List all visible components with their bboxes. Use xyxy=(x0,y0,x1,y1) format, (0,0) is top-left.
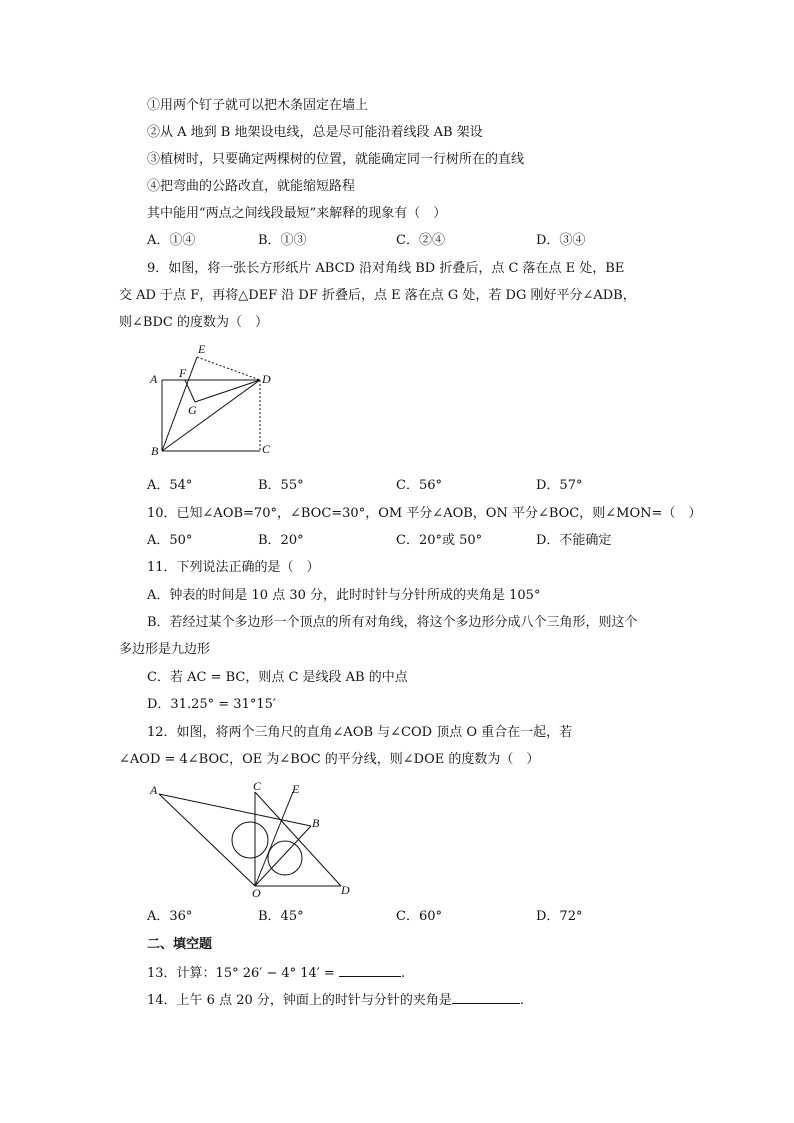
q9-stem-line-1: 9．如图，将一张长方形纸片 ABCD 沿对角线 BD 折叠后，点 C 落在点 E 处，BE xyxy=(147,261,625,276)
q8-statement-2: ②从 A 地到 B 地架设电线，总是尽可能沿着线段 AB 架设 xyxy=(147,125,483,140)
q10-stem: 10．已知∠AOB=70°，∠BOC=30°，OM 平分∠AOB，ON 平分∠BOC，则∠MON=（ ） xyxy=(147,506,702,521)
q12-label-a: A xyxy=(150,783,158,797)
q11-option-a: A．钟表的时间是 10 点 30 分，此时时针与分针所成的夹角是 105° xyxy=(147,588,541,603)
q9-label-a: A xyxy=(150,372,158,386)
q13-end: . xyxy=(400,966,406,981)
q12-option-d: D．72° xyxy=(536,909,583,924)
q9-label-e: E xyxy=(198,342,206,356)
q8-statement-3: ③植树时，只要确定两棵树的位置，就能确定同一行树所在的直线 xyxy=(147,152,525,167)
q9-stem-line-3: 则∠BDC 的度数为（ ） xyxy=(119,315,268,330)
q12-option-c: C．60° xyxy=(396,909,442,924)
q8-option-b: B．①③ xyxy=(258,233,307,248)
q8-statement-4: ④把弯曲的公路改直，就能缩短路程 xyxy=(147,179,356,194)
q12-option-a: A．36° xyxy=(147,909,193,924)
q8-stem: 其中能用“两点之间线段最短”来解释的现象有（ ） xyxy=(147,206,447,221)
q9-label-b: B xyxy=(151,444,159,458)
q14-text: 14．上午 6 点 20 分，钟面上的时针与分针的夹角是 xyxy=(147,993,452,1008)
q12-label-o: O xyxy=(252,886,261,900)
q9-label-g: G xyxy=(188,403,197,417)
q9-option-d: D．57° xyxy=(536,478,583,493)
q10-option-b: B．20° xyxy=(258,533,304,548)
q12-figure xyxy=(145,780,365,900)
q9-label-d: D xyxy=(262,372,271,386)
q11-option-c: C．若 AC = BC，则点 C 是线段 AB 的中点 xyxy=(147,670,408,685)
q9-figure xyxy=(145,340,285,460)
q10-option-c: C．20°或 50° xyxy=(396,533,483,548)
q14-line xyxy=(147,991,524,1009)
q9-stem-line-2: 交 AD 于点 F，再将△DEF 沿 DF 折叠后，点 E 落在点 G 处，若 DG 刚好平分∠ADB， xyxy=(119,288,636,303)
q13-text: 13．计算：15° 26′ − 4° 14′ = xyxy=(147,966,335,981)
q11-option-b-line-1: B．若经过某个多边形一个顶点的所有对角线，将这个多边形分成八个三角形，则这个 xyxy=(147,615,638,630)
q13-answer-blank[interactable] xyxy=(339,964,401,977)
q9-option-c: C．56° xyxy=(396,478,442,493)
q10-option-d: D．不能确定 xyxy=(536,533,612,548)
q8-option-c: C．②④ xyxy=(396,233,445,248)
section-title: 二、填空题 xyxy=(147,937,213,952)
q9-label-c: C xyxy=(262,442,271,456)
q12-stem-line-1: 12．如图，将两个三角尺的直角∠AOB 与∠COD 顶点 O 重合在一起，若 xyxy=(147,725,573,740)
q14-end: . xyxy=(519,993,525,1008)
q8-option-a: A．①④ xyxy=(147,233,196,248)
q9-option-b: B．55° xyxy=(258,478,304,493)
q12-label-c: C xyxy=(253,780,262,793)
q9-option-a: A．54° xyxy=(147,478,193,493)
q11-option-b-line-2: 多边形是九边形 xyxy=(119,642,211,657)
q12-label-d: D xyxy=(341,883,350,897)
q13-line xyxy=(147,964,405,982)
q11-stem: 11．下列说法正确的是（ ） xyxy=(147,560,320,575)
q12-label-e: E xyxy=(292,782,300,796)
q14-answer-blank[interactable] xyxy=(452,991,520,1004)
q12-stem-line-2: ∠AOD = 4∠BOC，OE 为∠BOC 的平分线，则∠DOE 的度数为（ ） xyxy=(119,752,540,767)
q10-option-a: A．50° xyxy=(147,533,193,548)
q9-label-f: F xyxy=(179,366,187,380)
q11-option-d: D．31.25° = 31°15′ xyxy=(147,697,276,712)
q12-label-b: B xyxy=(312,816,320,830)
q12-option-b: B．45° xyxy=(258,909,304,924)
q8-option-d: D．③④ xyxy=(536,233,586,248)
q8-statement-1: ①用两个钉子就可以把木条固定在墙上 xyxy=(147,98,369,113)
